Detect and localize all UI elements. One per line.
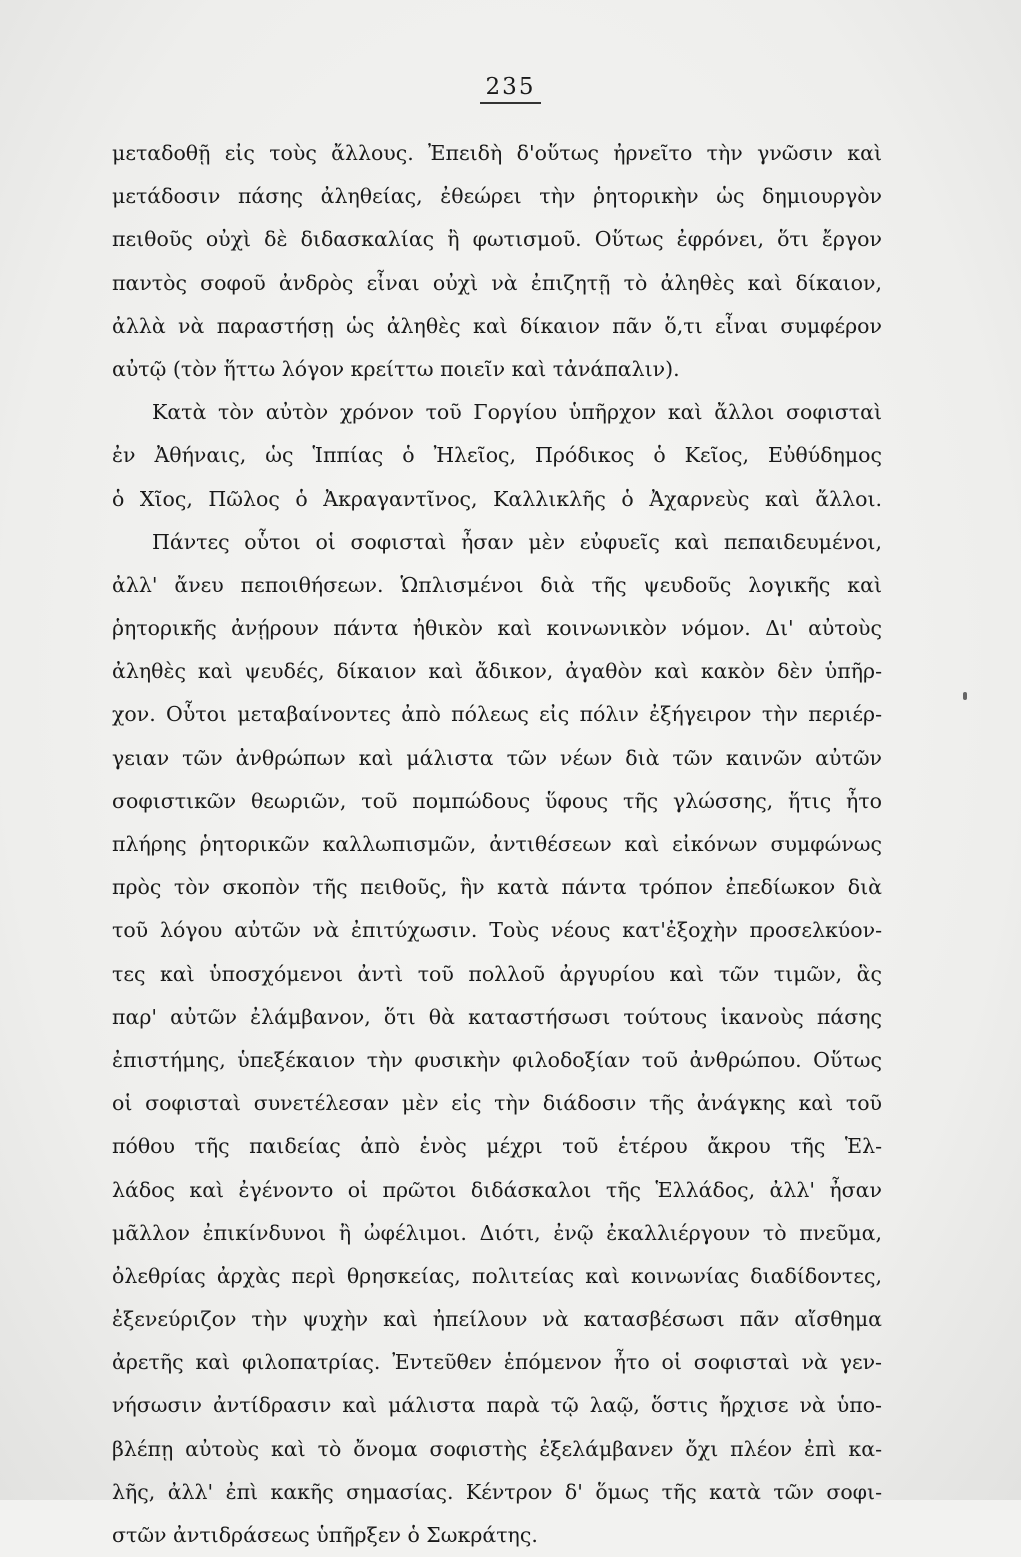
text-line: τες καὶ ὑποσχόμενοι ἀντὶ τοῦ πολλοῦ ἀργυρίου καὶ τῶν τιμῶν, ἃς <box>112 961 882 986</box>
text-line: ἐν Ἀθήναις, ὡς Ἱππίας ὁ Ἠλεῖος, Πρόδικος ὁ Κεῖος, Εὐθύδημος <box>112 443 882 468</box>
text-line: ὁ Χῖος, Πῶλος ὁ Ἀκραγαντῖνος, Καλλικλῆς ὁ Ἀχαρνεὺς καὶ ἄλλοι. <box>112 486 882 511</box>
text-line: παρ' αὐτῶν ἐλάμβανον, ὅτι θὰ καταστήσωσι τούτους ἱκανοὺς πάσης <box>112 1004 882 1029</box>
text-line: σοφιστικῶν θεωριῶν, τοῦ πομπώδους ὕφους τῆς γλώσσης, ἥτις ἦτο <box>112 788 882 813</box>
text-line: ἀλλὰ νὰ παραστήσῃ ὡς ἀληθὲς καὶ δίκαιον πᾶν ὅ,τι εἶναι συμφέρον <box>112 313 882 338</box>
text-line: ἐπιστήμης, ὑπεξέκαιον τὴν φυσικὴν φιλοδοξίαν τοῦ ἀνθρώπου. Οὕτως <box>112 1047 882 1072</box>
text-line: λάδος καὶ ἐγένοντο οἱ πρῶτοι διδάσκαλοι τῆς Ἑλλάδος, ἀλλ' ἦσαν <box>112 1177 882 1202</box>
body-text <box>112 132 882 1557</box>
text-line: ὀλεθρίας ἀρχὰς περὶ θρησκείας, πολιτείας καὶ κοινωνίας διαδίδοντες, <box>112 1263 882 1288</box>
text-line: στῶν ἀντιδράσεως ὑπῆρξεν ὁ Σωκράτης. <box>112 1523 538 1547</box>
text-line: πλήρης ῥητορικῶν καλλωπισμῶν, ἀντιθέσεων καὶ εἰκόνων συμφώνως <box>112 832 882 856</box>
text-line: πρὸς τὸν σκοπὸν τῆς πειθοῦς, ἣν κατὰ πάντα τρόπον ἐπεδίωκον διὰ <box>112 875 882 900</box>
text-line: λῆς, ἀλλ' ἐπὶ κακῆς σημασίας. Κέντρον δ' ὅμως τῆς κατὰ τῶν σοφι- <box>112 1479 882 1504</box>
text-line: πόθου τῆς παιδείας ἀπὸ ἑνὸς μέχρι τοῦ ἑτέρου ἄκρου τῆς Ἑλ- <box>112 1134 882 1159</box>
text-line: ἐξενεύριζον τὴν ψυχὴν καὶ ἠπείλουν νὰ κατασβέσωσι πᾶν αἴσθημα <box>112 1307 882 1332</box>
text-line: βλέπῃ αὐτοὺς καὶ τὸ ὄνομα σοφιστὴς ἐξελάμβανεν ὄχι πλέον ἐπὶ κα- <box>112 1436 882 1461</box>
text-line: τοῦ λόγου αὐτῶν νὰ ἐπιτύχωσιν. Τοὺς νέους κατ'ἐξοχὴν προσελκύον- <box>112 918 882 943</box>
text-line: πειθοῦς οὐχὶ δὲ διδασκαλίας ἢ φωτισμοῦ. Οὕτως ἐφρόνει, ὅτι ἔργον <box>112 227 882 252</box>
text-line: παντὸς σοφοῦ ἀνδρὸς εἶναι οὐχὶ νὰ ἐπιζητῇ τὸ ἀληθὲς καὶ δίκαιον, <box>112 270 882 295</box>
text-line: ἀληθὲς καὶ ψευδές, δίκαιον καὶ ἄδικον, ἀγαθὸν καὶ κακὸν δὲν ὑπῆρ- <box>112 659 882 684</box>
text-line: ἀλλ' ἄνευ πεποιθήσεων. Ὡπλισμένοι διὰ τῆς ψευδοῦς λογικῆς καὶ <box>112 572 882 597</box>
text-line: μετάδοσιν πάσης ἀληθείας, ἐθεώρει τὴν ῥητορικὴν ὡς δημιουργὸν <box>112 184 882 209</box>
text-line: Πάντες οὗτοι οἱ σοφισταὶ ἦσαν μὲν εὐφυεῖς καὶ πεπαιδευμένοι, <box>152 529 882 554</box>
page-number: 235 <box>0 74 1021 104</box>
text-line: χον. Οὗτοι μεταβαίνοντες ἀπὸ πόλεως εἰς πόλιν ἐξήγειρον τὴν περιέρ- <box>112 702 882 727</box>
text-line: Κατὰ τὸν αὐτὸν χρόνον τοῦ Γοργίου ὑπῆρχον καὶ ἄλλοι σοφισταὶ <box>152 400 882 425</box>
text-line: ῥητορικῆς ἀνῄρουν πάντα ἠθικὸν καὶ κοινωνικὸν νόμον. Δι' αὐτοὺς <box>112 616 882 641</box>
text-line: μᾶλλον ἐπικίνδυνοι ἢ ὠφέλιμοι. Διότι, ἐνῷ ἐκαλλιέργουν τὸ πνεῦμα, <box>112 1220 882 1245</box>
text-line: αὐτῷ (τὸν ἥττω λόγον κρείττω ποιεῖν καὶ τἀνάπαλιν). <box>112 356 680 381</box>
margin-mark <box>963 692 967 700</box>
text-line: γειαν τῶν ἀνθρώπων καὶ μάλιστα τῶν νέων διὰ τῶν καινῶν αὐτῶν <box>112 745 882 770</box>
text-line: μεταδοθῇ εἰς τοὺς ἄλλους. Ἐπειδὴ δ'οὕτως ἠρνεῖτο τὴν γνῶσιν καὶ <box>112 141 882 165</box>
text-line: οἱ σοφισταὶ συνετέλεσαν μὲν εἰς τὴν διάδοσιν τῆς ἀνάγκης καὶ τοῦ <box>112 1091 882 1116</box>
text-line: νήσωσιν ἀντίδρασιν καὶ μάλιστα παρὰ τῷ λαῷ, ὅστις ἤρχισε νὰ ὑπο- <box>112 1393 882 1418</box>
text-line: ἀρετῆς καὶ φιλοπατρίας. Ἐντεῦθεν ἑπόμενον ἦτο οἱ σοφισταὶ νὰ γεν- <box>112 1350 882 1375</box>
